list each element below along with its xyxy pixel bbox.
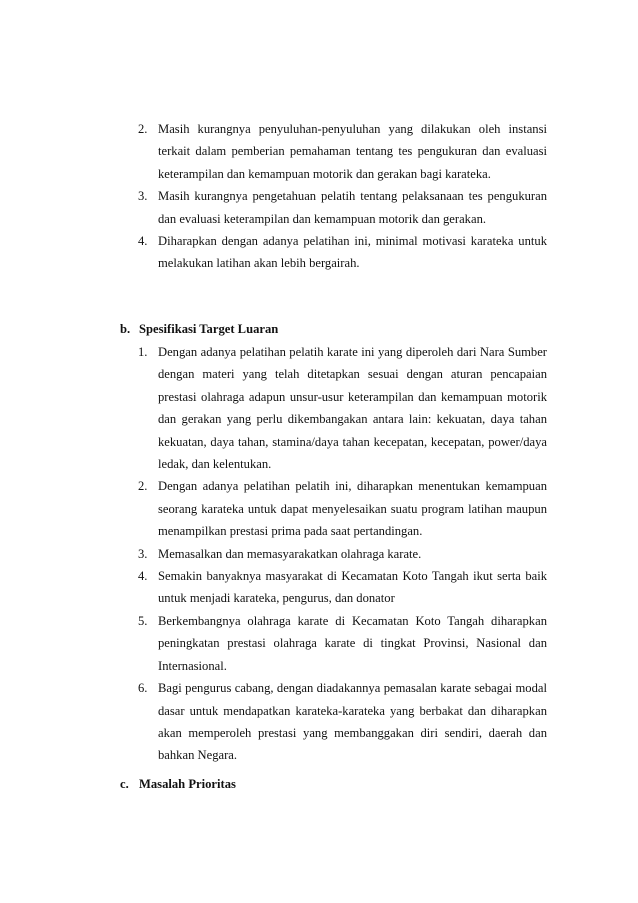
list-item [0, 118, 638, 185]
list-item-number: 3. [138, 189, 148, 204]
list-item-number: 3. [138, 546, 148, 561]
section-letter: b. [120, 322, 131, 336]
list-item-number: 5. [138, 613, 148, 628]
section-title: Masalah Prioritas [139, 777, 236, 791]
list-item-text: Bagi pengurus cabang, dengan diadakannya pemasalan karate sebagai modal dasar untuk mendapatkan karateka-karateka yang berbakat dan diharapkan akan memperoleh prestasi yang membanggakan diri sendiri, daerah dan bahkan Negara. [158, 681, 547, 763]
list-item-number: 4. [138, 569, 148, 584]
section-title: Spesifikasi Target Luaran [139, 322, 279, 336]
section-letter: c. [120, 777, 129, 791]
list-item-number: 1. [138, 345, 148, 359]
list-item [0, 230, 638, 275]
list-item-number: 2. [138, 122, 148, 136]
list-item-number: 6. [138, 681, 148, 696]
list-item-text: Semakin banyaknya masyarakat di Kecamatan Koto Tangah ikut serta baik untuk menjadi karateka, pengurus, dan donator [158, 569, 547, 606]
list-item-text: Dengan adanya pelatihan pelatih ini, diharapkan menentukan kemampuan seorang karateka untuk dapat menyelesaikan suatu program latihan maupun menampilkan prestasi prima pada saat pertandingan. [158, 479, 547, 539]
list-item [0, 475, 638, 542]
list-item-text: Memasalkan dan memasyarakatkan olahraga karate. [158, 546, 422, 561]
section-heading-masalah-prioritas [120, 773, 236, 795]
list-item [0, 543, 638, 565]
list-item [0, 185, 638, 230]
problem-list [0, 118, 638, 275]
list-item-text: Masih kurangnya penyuluhan-penyuluhan yang dilakukan oleh instansi terkait dalam pemberian pemahaman tentang tes pengukuran dan evaluasi keterampilan dan kemampuan motorik dan gerakan bagi karateka. [158, 122, 547, 181]
list-item [0, 677, 638, 767]
section-heading-target-luaran [120, 318, 278, 340]
list-item [0, 341, 638, 475]
list-item-number: 4. [138, 234, 148, 249]
list-item [0, 610, 638, 677]
list-item-text: Diharapkan dengan adanya pelatihan ini, minimal motivasi karateka untuk melakukan latihan akan lebih bergairah. [158, 234, 547, 271]
list-item-text: Masih kurangnya pengetahuan pelatih tentang pelaksanaan tes pengukuran dan evaluasi keterampilan dan kemampuan motorik dan gerakan. [158, 189, 547, 226]
target-luaran-list [0, 341, 638, 767]
list-item-text: Berkembangnya olahraga karate di Kecamatan Koto Tangah diharapkan peningkatan prestasi olahraga karate di tingkat Provinsi, Nasional dan Internasional. [158, 613, 547, 673]
list-item-number: 2. [138, 479, 148, 494]
list-item-text: Dengan adanya pelatihan pelatih karate ini yang diperoleh dari Nara Sumber dengan materi yang telah ditetapkan sesuai dengan aturan pencapaian prestasi olahraga adapun unsur-usur keterampilan dan kemampuan motorik dan gerakan yang perlu dikembangakan antara lain: kekuatan, daya tahan kekuatan, daya tahan, stamina/daya tahan kecepatan, kecepatan, power/daya ledak, dan kelentukan. [158, 345, 547, 472]
list-item [0, 565, 638, 610]
